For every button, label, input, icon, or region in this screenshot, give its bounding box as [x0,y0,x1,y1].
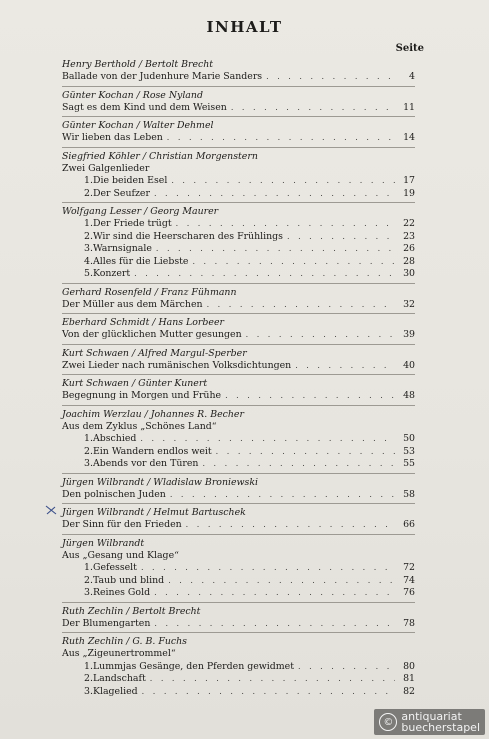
dot-leader [170,489,395,502]
toc-line [62,218,415,231]
toc-line-title: Wir lieben das Leben [62,132,163,143]
toc-line [62,243,415,256]
toc-entry [62,605,415,634]
toc-heading: Zwei Galgenlieder [62,162,150,174]
toc-page-number: 39 [403,329,415,340]
watermark-line1: antiquariat [401,710,462,723]
toc-line [62,360,415,373]
toc-entry [62,377,415,406]
dot-leader [266,71,395,84]
page-column-label: Seite [395,43,424,54]
dot-leader [202,458,395,471]
toc-line [62,519,415,532]
toc-line [62,188,415,201]
toc-line [62,268,415,281]
toc-page-number: 19 [403,187,415,199]
dot-leader [154,587,395,600]
toc-author: Jürgen Wilbrandt [62,537,145,549]
toc-page-number: 80 [403,660,415,672]
toc-line-number: 1. [84,218,93,229]
toc-line-number: 3. [84,243,93,254]
toc-line [62,71,415,84]
table-of-contents [62,58,415,702]
toc-entry [62,58,415,87]
toc-line [62,489,415,502]
toc-entry [62,347,415,376]
toc-page-number: 14 [403,132,415,143]
dot-leader [156,243,395,256]
toc-line-title: Gefesselt [92,562,137,573]
dot-leader [298,661,395,674]
toc-author: Günter Kochan / Rose Nyland [62,89,203,101]
toc-author: Siegfried Köhler / Christian Morgenstern [62,150,258,162]
toc-line-number: 2. [84,574,93,586]
dot-leader [140,433,395,446]
toc-page-number: 76 [403,587,415,598]
toc-author: Kurt Schwaen / Günter Kunert [62,378,208,389]
dot-leader [154,618,395,631]
toc-line-title: Begegnung in Morgen und Frühe [62,390,222,401]
toc-line-number: 3. [84,685,93,697]
toc-page-number: 82 [403,685,415,697]
toc-page-number: 55 [403,458,415,469]
toc-line-title: Warnsignale [92,243,152,254]
toc-line-number: 5. [84,268,93,279]
toc-line-number: 3. [84,458,93,469]
toc-line-title: Ballade von der Judenhure Marie Sanders [62,71,263,82]
toc-line [62,458,415,471]
toc-line-title: Konzert [92,268,131,279]
toc-line-title: Landschaft [92,673,146,684]
toc-line-number: 2. [84,673,93,684]
toc-line [62,256,415,269]
toc-line [62,618,415,631]
pencil-cross-mark-icon [44,503,58,517]
toc-author: Jürgen Wilbrandt / Wladislaw Broniewski [62,476,259,488]
toc-page-number: 30 [403,268,415,279]
toc-line-title: Der Friede trügt [92,218,172,229]
toc-line [62,433,415,446]
dot-leader [142,686,395,699]
toc-entry [62,635,415,700]
toc-line-title: Abends vor den Türen [92,458,199,469]
toc-entry [62,286,415,315]
toc-author: Günter Kochan / Walter Dehmel [62,120,214,131]
toc-page-number: 17 [403,175,415,186]
toc-author: Gerhard Rosenfeld / Franz Fühmann [62,286,237,298]
toc-author: Kurt Schwaen / Alfred Margul-Sperber [62,347,247,359]
toc-line [62,562,415,575]
toc-line-number: 1. [84,660,93,672]
toc-page-number: 72 [403,562,415,573]
toc-page-number: 50 [403,433,415,444]
toc-page-number: 32 [403,298,415,310]
toc-author: Eberhard Schmidt / Hans Lorbeer [62,317,224,328]
toc-page-number: 48 [403,390,415,401]
toc-entry [62,89,415,118]
dot-leader [216,446,395,459]
toc-line [62,446,415,459]
toc-line-title: Der Sinn für den Frieden [62,519,182,530]
toc-author: Ruth Zechlin / Bertolt Brecht [62,605,201,617]
toc-page-number: 58 [403,488,415,500]
toc-entry [62,537,415,603]
toc-entry [62,506,415,535]
watermark [374,709,485,735]
dot-leader [192,256,395,269]
dot-leader [246,329,395,342]
page-title: INHALT [206,18,283,36]
toc-line [62,686,415,699]
toc-author: Wolfgang Lesser / Georg Maurer [62,206,219,217]
copyright-icon: © [379,713,397,731]
toc-line-title: Ein Wandern endlos weit [92,445,212,457]
toc-heading: Aus „Gesang und Klage“ [62,549,179,561]
toc-line-title: Lummjas Gesänge, den Pferden gewidmet [92,660,294,672]
toc-line-number: 2. [84,230,93,242]
toc-page-number: 4 [409,71,415,82]
toc-line-title: Abschied [92,433,137,444]
toc-line-title: Wir sind die Heerscharen des Frühlings [92,230,283,242]
dot-leader [231,102,395,115]
dot-leader [167,132,395,145]
toc-entry [62,150,415,204]
toc-page-number: 66 [403,519,415,530]
toc-line-number: 2. [84,187,93,199]
toc-line [62,575,415,588]
toc-line-title: Der Seufzer [92,187,150,199]
toc-page-number: 11 [403,101,415,113]
dot-leader [171,175,395,188]
toc-line-title: Klagelied [92,685,138,697]
toc-entry [62,119,415,148]
toc-heading: Aus dem Zyklus „Schönes Land“ [62,420,217,432]
toc-entry [62,476,415,505]
toc-page-number: 26 [403,243,415,254]
toc-page-number: 53 [403,445,415,457]
toc-line [62,299,415,312]
toc-page-number: 22 [403,218,415,229]
toc-line-title: Der Blumengarten [62,617,151,629]
dot-leader [168,575,395,588]
dot-leader [225,390,395,403]
toc-author: Ruth Zechlin / G. B. Fuchs [62,636,187,647]
toc-entry [62,316,415,345]
toc-line-title: Reines Gold [92,587,151,598]
dot-leader [150,673,395,686]
toc-page-number: 74 [403,574,415,586]
toc-author: Jürgen Wilbrandt / Helmut Bartuschek [62,507,246,518]
toc-line-title: Alles für die Liebste [92,255,189,267]
toc-line-title: Zwei Lieder nach rumänischen Volksdichtungen [62,359,292,371]
toc-entry [62,408,415,474]
toc-line [62,587,415,600]
toc-line-number: 2. [84,445,93,457]
dot-leader [295,360,395,373]
toc-line-title: Die beiden Esel [92,175,168,186]
toc-page-number: 40 [403,359,415,371]
toc-line-title: Von der glücklichen Mutter gesungen [62,329,242,340]
toc-line [62,673,415,686]
dot-leader [186,519,395,532]
toc-author: Henry Berthold / Bertolt Brecht [62,59,214,70]
dot-leader [287,231,395,244]
toc-page-number: 81 [403,673,415,684]
toc-line-number: 1. [84,433,93,444]
toc-page-number: 78 [403,617,415,629]
toc-entry [62,205,415,284]
dot-leader [154,188,395,201]
toc-page-number: 28 [403,255,415,267]
toc-line-title: Den polnischen Juden [62,488,166,500]
toc-line-number: 1. [84,175,93,186]
toc-line [62,329,415,342]
toc-line-number: 3. [84,587,93,598]
toc-line-title: Der Müller aus dem Märchen [62,298,203,310]
watermark-line2: buecherstapel [401,721,480,734]
toc-line [62,390,415,403]
toc-line-number: 1. [84,562,93,573]
dot-leader [141,562,395,575]
dot-leader [134,268,395,281]
toc-heading: Aus „Zigeunertrommel“ [62,648,176,659]
dot-leader [207,299,395,312]
toc-line [62,661,415,674]
toc-page-number: 23 [403,230,415,242]
toc-line [62,132,415,145]
toc-line [62,102,415,115]
toc-line-title: Sagt es dem Kind und dem Weisen [62,101,227,113]
toc-line [62,231,415,244]
toc-line-title: Taub und blind [92,574,165,586]
toc-line-number: 4. [84,255,93,267]
toc-line [62,175,415,188]
dot-leader [176,218,395,231]
toc-author: Joachim Werzlau / Johannes R. Becher [62,408,244,420]
